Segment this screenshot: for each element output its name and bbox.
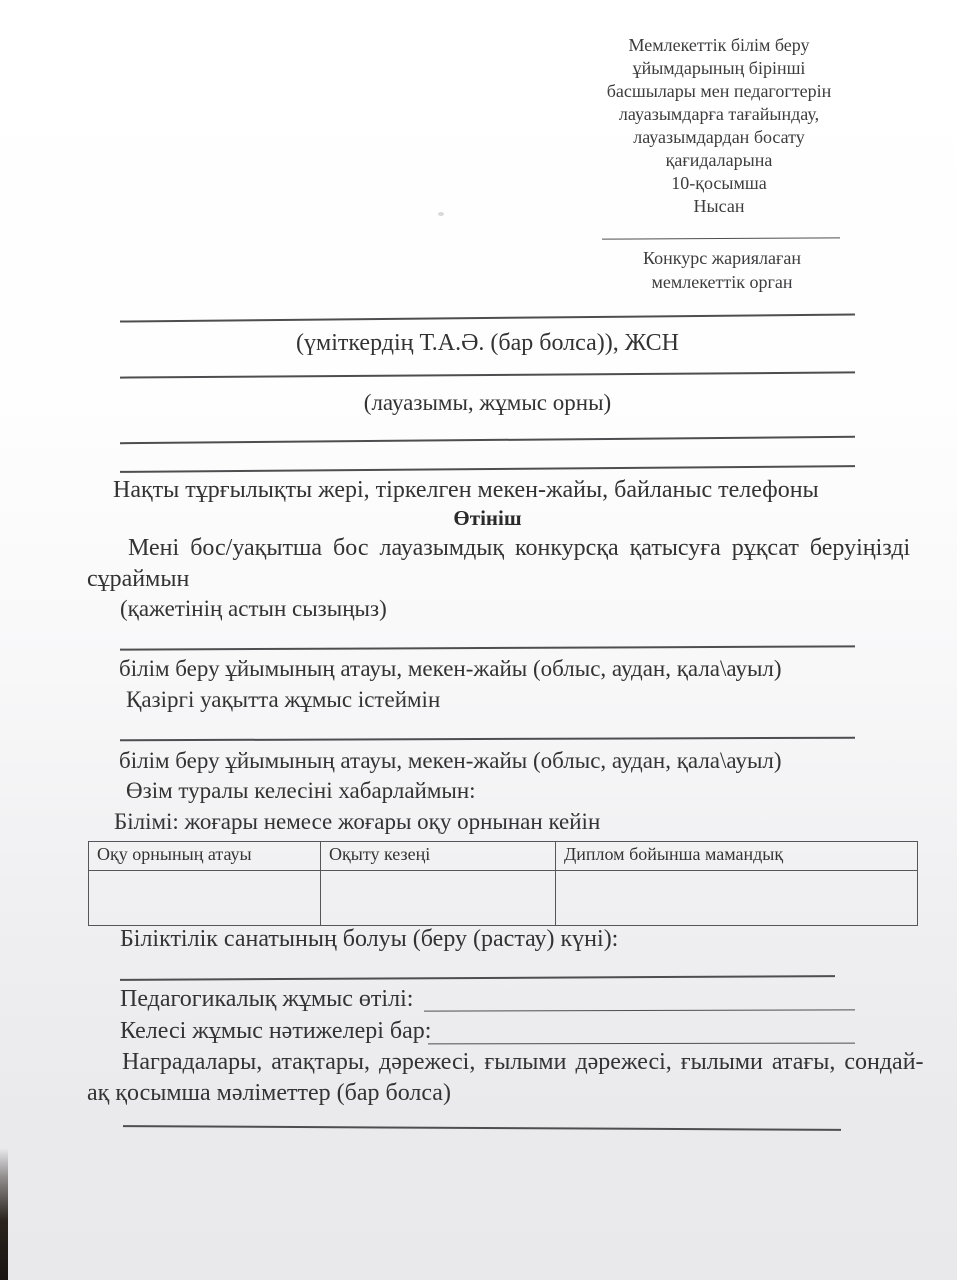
education-table-cell — [89, 871, 321, 926]
education-table — [88, 841, 918, 926]
scan-artifact — [438, 212, 444, 216]
org-caption-2: білім беру ұйымының атауы, мекен-жайы (облыс, аудан, қала\ауыл) — [119, 748, 782, 773]
appendix-line: 10-қосымша — [671, 173, 767, 193]
address-blank-line-2 — [120, 465, 855, 473]
education-table-empty-row — [89, 871, 918, 926]
address-blank-line-1 — [120, 436, 855, 444]
candidate-blank-line — [120, 313, 855, 322]
appendix-line: басшылары мен педагогтерін — [606, 81, 832, 101]
education-table-cell — [321, 871, 556, 926]
scan-edge-shadow — [0, 1148, 8, 1280]
results-label: Келесі жұмыс нәтижелері бар: — [120, 1018, 432, 1044]
candidate-field-caption: (үміткердің Т.А.Ә. (бар болса)), ЖСН — [296, 330, 679, 356]
experience-blank-line — [424, 1009, 855, 1011]
appendix-line: ұйымдарының бірінші — [632, 58, 806, 78]
qualification-blank-line — [120, 975, 835, 981]
results-blank-line — [428, 1043, 855, 1045]
request-text-line-2: сұраймын — [87, 566, 190, 592]
appendix-line: Мемлекеттік білім беру — [628, 35, 810, 55]
current-work-line: Қазіргі уақытта жұмыс істеймін — [126, 687, 441, 712]
position-field-caption: (лауазымы, жұмыс орны) — [363, 390, 612, 415]
awards-blank-line — [123, 1125, 841, 1131]
underline-instruction: (қажетінің астын сызыңыз) — [120, 596, 387, 621]
application-heading: Өтініш — [453, 506, 522, 530]
org-caption-1: білім беру ұйымының атауы, мекен-жайы (облыс, аудан, қала\ауыл) — [119, 656, 782, 681]
awards-line-2: ақ қосымша мәліметтер (бар болса) — [87, 1080, 451, 1106]
appendix-line: қағидаларына — [665, 150, 773, 170]
issuer-caption-line: Конкурс жариялаған — [642, 248, 802, 268]
issuer-caption-line: мемлекеттік орган — [651, 272, 793, 292]
appendix-line: Нысан — [693, 196, 745, 216]
education-table-header-cell: Оқыту кезеңі — [321, 842, 556, 871]
request-text-line-1: Мені бос/уақытша бос лауазымдық конкурсқа қатысуға рұқсат беруіңізді — [128, 535, 911, 561]
address-field-caption: Нақты тұрғылықты жері, тіркелген мекен-жайы, байланыс телефоны — [113, 477, 819, 503]
position-blank-line — [120, 371, 855, 378]
appendix-line: лауазымдардан босату — [633, 127, 805, 147]
appendix-line: лауазымдарға тағайындау, — [618, 104, 820, 124]
qualification-line: Біліктілік санатының болуы (беру (растау) күні): — [120, 926, 619, 952]
org-blank-line-2 — [120, 737, 855, 742]
appendix-reference-block — [588, 34, 850, 218]
org-blank-line-1 — [120, 645, 855, 650]
issuer-blank-line — [602, 237, 840, 239]
education-table-header-cell: Диплом бойынша мамандық — [556, 842, 918, 871]
education-table-header-cell: Оқу орнының атауы — [89, 842, 321, 871]
education-table-cell — [556, 871, 918, 926]
experience-label: Педагогикалық жұмыс өтілі: — [120, 986, 414, 1012]
awards-line-1: Наградалары, атақтары, дәрежесі, ғылыми дәрежесі, ғылыми атағы, сондай- — [122, 1049, 924, 1075]
about-me-line: Өзім туралы келесіні хабарлаймын: — [126, 778, 476, 803]
education-line: Білімі: жоғары немесе жоғары оқу орнынан кейін — [114, 809, 601, 834]
issuer-caption-block — [600, 246, 844, 294]
education-table-header-row — [89, 842, 918, 871]
